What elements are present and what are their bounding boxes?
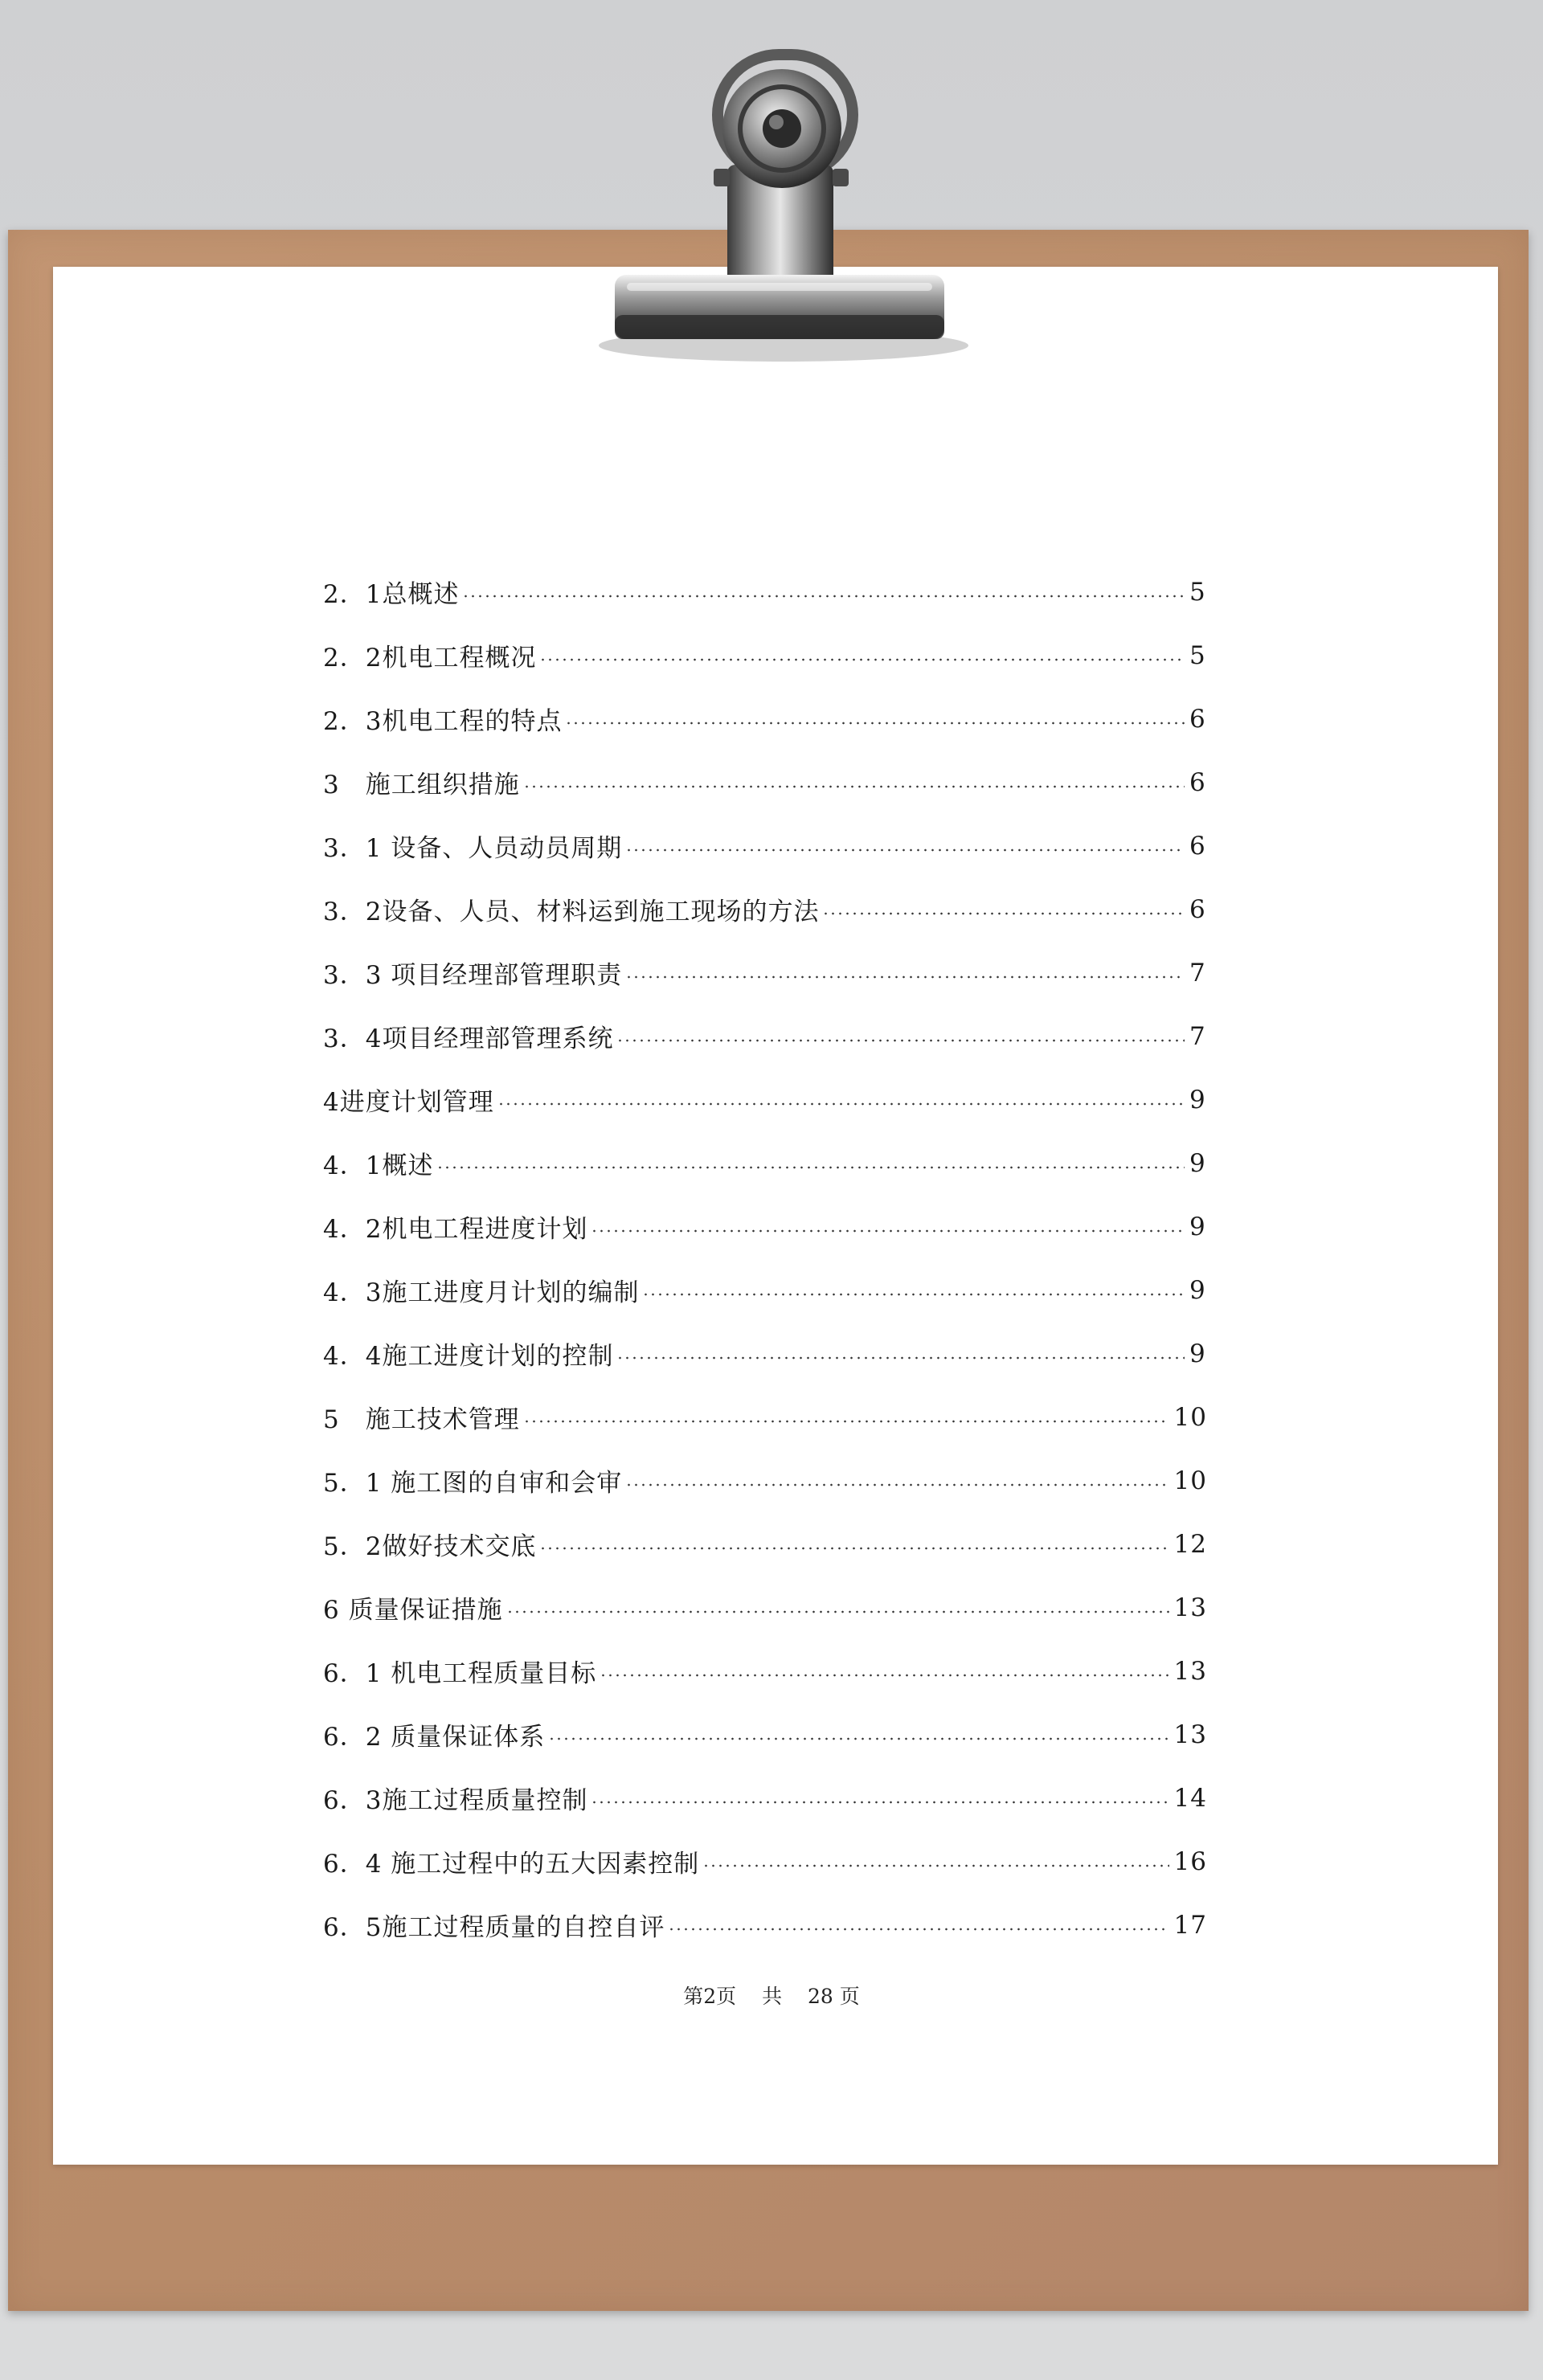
toc-entry-page: 10 — [1173, 1402, 1207, 1432]
toc-entry-title: 6．1 机电工程质量目标 — [323, 1659, 597, 1688]
toc-entry-page: 12 — [1173, 1529, 1207, 1559]
toc-entry[interactable] — [323, 1195, 1207, 1258]
toc-entry[interactable] — [323, 1258, 1207, 1322]
dot-leader — [625, 1483, 1169, 1486]
dot-leader — [523, 1420, 1169, 1423]
toc-entry-page: 6 — [1189, 831, 1206, 861]
dot-leader — [625, 975, 1185, 979]
toc-entry-page: 5 — [1189, 640, 1206, 670]
toc-entry-title: 6．2 质量保证体系 — [323, 1723, 546, 1752]
page-footer — [0, 1981, 1543, 2010]
dot-leader — [539, 1547, 1169, 1550]
toc-entry[interactable] — [323, 1131, 1207, 1195]
toc-entry[interactable] — [323, 814, 1207, 877]
toc-entry[interactable] — [323, 1576, 1207, 1639]
toc-entry-page: 13 — [1173, 1656, 1207, 1686]
dot-leader — [822, 912, 1185, 915]
toc-entry[interactable] — [323, 941, 1207, 1004]
toc-entry[interactable] — [323, 1766, 1207, 1830]
dot-leader — [436, 1166, 1185, 1169]
toc-entry[interactable] — [323, 1068, 1207, 1131]
toc-entry-title: 2．2机电工程概况 — [323, 644, 537, 673]
toc-entry[interactable] — [323, 1703, 1207, 1766]
dot-leader — [616, 1356, 1185, 1360]
dot-leader — [523, 785, 1185, 788]
toc-entry[interactable] — [323, 1512, 1207, 1576]
toc-entry-title: 3．4项目经理部管理系统 — [323, 1024, 614, 1053]
toc-entry-title: 5 施工技术管理 — [323, 1405, 520, 1434]
dot-leader — [591, 1229, 1185, 1233]
dot-leader — [625, 849, 1185, 852]
dot-leader — [497, 1102, 1185, 1106]
toc-entry-page: 14 — [1173, 1783, 1207, 1813]
page-number-label: 第2页 — [683, 1985, 737, 2008]
toc-entry[interactable] — [323, 1449, 1207, 1512]
toc-entry-page: 17 — [1173, 1910, 1207, 1940]
dot-leader — [539, 658, 1185, 661]
toc-entry[interactable] — [323, 1893, 1207, 1957]
table-of-contents — [323, 560, 1207, 1957]
toc-entry-title: 3．1 设备、人员动员周期 — [323, 834, 623, 863]
toc-entry-page: 6 — [1189, 894, 1206, 924]
toc-entry[interactable] — [323, 624, 1207, 687]
toc-entry-page: 16 — [1173, 1846, 1207, 1876]
toc-entry-title: 4．1概述 — [323, 1151, 434, 1180]
toc-entry-page: 7 — [1189, 1021, 1206, 1051]
toc-entry[interactable] — [323, 1830, 1207, 1893]
toc-entry-page: 9 — [1189, 1148, 1206, 1178]
toc-entry-title: 3．3 项目经理部管理职责 — [323, 961, 623, 990]
toc-entry-title: 6．4 施工过程中的五大因素控制 — [323, 1850, 700, 1879]
dot-leader — [462, 595, 1185, 598]
toc-entry-title: 5．1 施工图的自审和会审 — [323, 1469, 623, 1498]
toc-entry[interactable] — [323, 560, 1207, 624]
total-pages-label: 28 页 — [808, 1985, 860, 2008]
dot-leader — [591, 1801, 1169, 1804]
toc-entry-title: 4．4施工进度计划的控制 — [323, 1342, 614, 1371]
dot-leader — [702, 1864, 1169, 1867]
toc-entry-page: 10 — [1173, 1466, 1207, 1495]
toc-entry-title: 4．2机电工程进度计划 — [323, 1215, 588, 1244]
toc-entry-title: 6 质量保证措施 — [323, 1596, 503, 1625]
dot-leader — [668, 1928, 1169, 1931]
toc-entry[interactable] — [323, 687, 1207, 750]
toc-entry[interactable] — [323, 1639, 1207, 1703]
toc-entry[interactable] — [323, 1322, 1207, 1385]
toc-entry-title: 5．2做好技术交底 — [323, 1532, 537, 1561]
toc-entry-title: 3．2设备、人员、材料运到施工现场的方法 — [323, 898, 820, 926]
toc-entry-page: 6 — [1189, 767, 1206, 797]
toc-entry-title: 2．1总概述 — [323, 580, 460, 609]
dot-leader — [548, 1737, 1169, 1740]
dot-leader — [600, 1674, 1169, 1677]
toc-entry-title: 4进度计划管理 — [323, 1088, 494, 1117]
dot-leader — [642, 1293, 1185, 1296]
toc-entry[interactable] — [323, 877, 1207, 941]
toc-entry-page: 9 — [1189, 1275, 1206, 1305]
toc-entry-title: 4．3施工进度月计划的编制 — [323, 1278, 640, 1307]
toc-entry-page: 7 — [1189, 958, 1206, 988]
toc-entry-title: 2．3机电工程的特点 — [323, 707, 563, 736]
toc-entry-page: 13 — [1173, 1593, 1207, 1622]
toc-entry-title: 3 施工组织措施 — [323, 771, 520, 799]
toc-entry-title: 6．3施工过程质量控制 — [323, 1786, 588, 1815]
toc-entry[interactable] — [323, 750, 1207, 814]
toc-entry-page: 6 — [1189, 704, 1206, 734]
toc-entry-page: 9 — [1189, 1339, 1206, 1368]
dot-leader — [565, 722, 1185, 725]
toc-entry-page: 9 — [1189, 1085, 1206, 1114]
toc-entry-page: 13 — [1173, 1720, 1207, 1749]
toc-entry-page: 9 — [1189, 1212, 1206, 1241]
toc-entry-title: 6．5施工过程质量的自控自评 — [323, 1913, 665, 1942]
toc-entry[interactable] — [323, 1385, 1207, 1449]
dot-leader — [506, 1610, 1169, 1613]
toc-entry-page: 5 — [1189, 577, 1206, 607]
toc-entry[interactable] — [323, 1004, 1207, 1068]
dot-leader — [616, 1039, 1185, 1042]
total-label: 共 — [762, 1985, 783, 2008]
